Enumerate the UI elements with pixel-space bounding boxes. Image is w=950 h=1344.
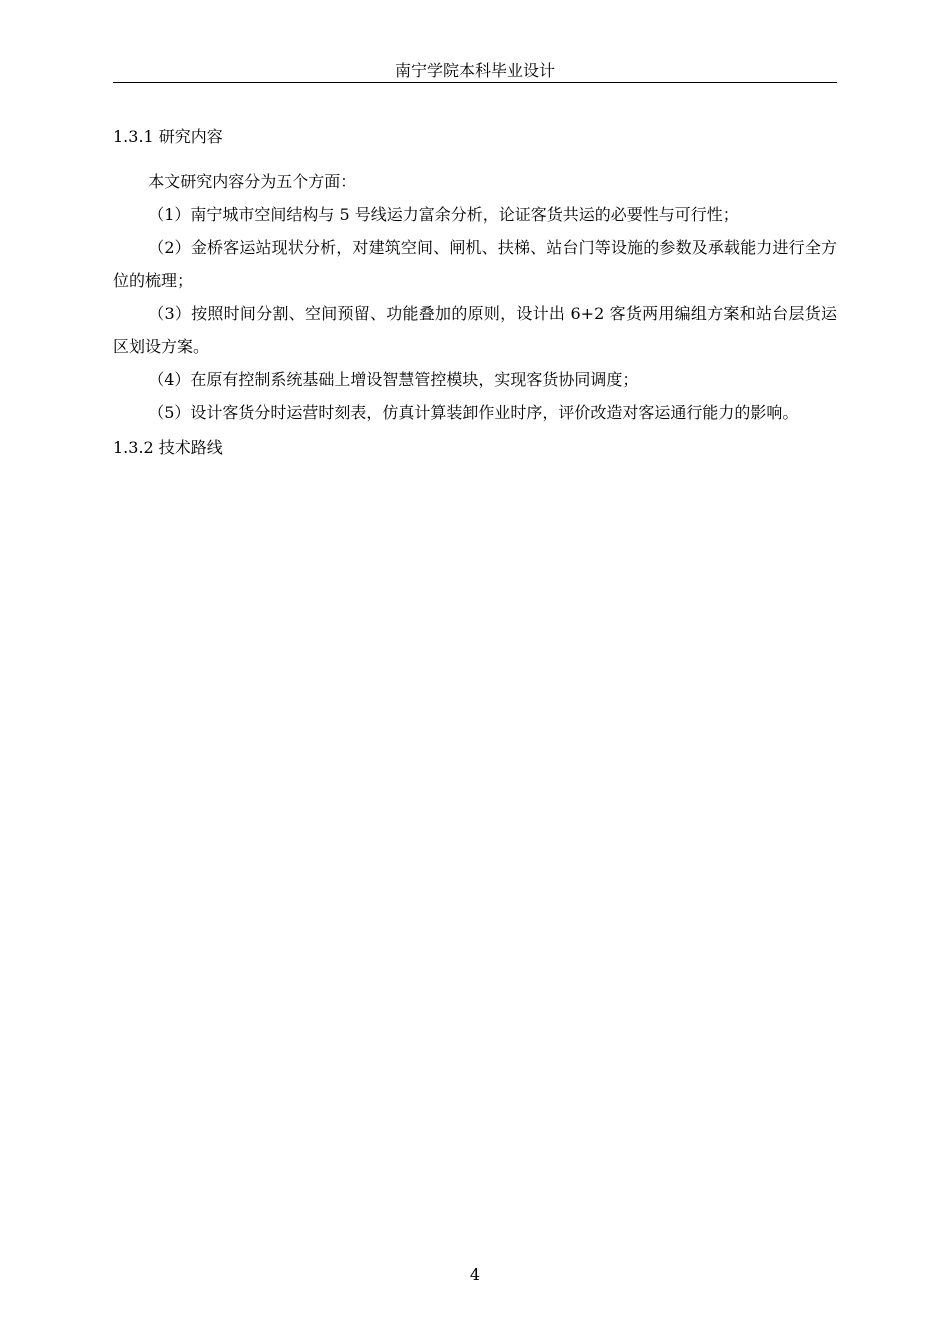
page-content: [113, 120, 837, 464]
research-item-5: （5）设计客货分时运营时刻表，仿真计算装卸作业时序，评价改造对客运通行能力的影响。: [148, 403, 799, 422]
section-heading-1-3-1: 1.3.1 研究内容: [113, 127, 223, 146]
research-item-3: （3）按照时间分割、空间预留、功能叠加的原则，设计出 6+2 客货两用编组方案和站台层货运区划设方案。: [113, 304, 837, 356]
running-header: 南宁学院本科毕业设计: [113, 60, 837, 83]
page-number: 4: [469, 1265, 481, 1284]
research-item-4: （4）在原有控制系统基础上增设智慧管控模块，实现客货协同调度；: [148, 370, 639, 389]
research-item-2: （2）金桥客运站现状分析，对建筑空间、闸机、扶梯、站台门等设施的参数及承载能力进行全方位的梳理；: [113, 238, 837, 290]
section-heading-1-3-2: 1.3.2 技术路线: [113, 438, 223, 457]
intro-paragraph: 本文研究内容分为五个方面：: [148, 172, 357, 191]
research-item-1: （1）南宁城市空间结构与 5 号线运力富余分析，论证客货共运的必要性与可行性；: [148, 205, 739, 224]
